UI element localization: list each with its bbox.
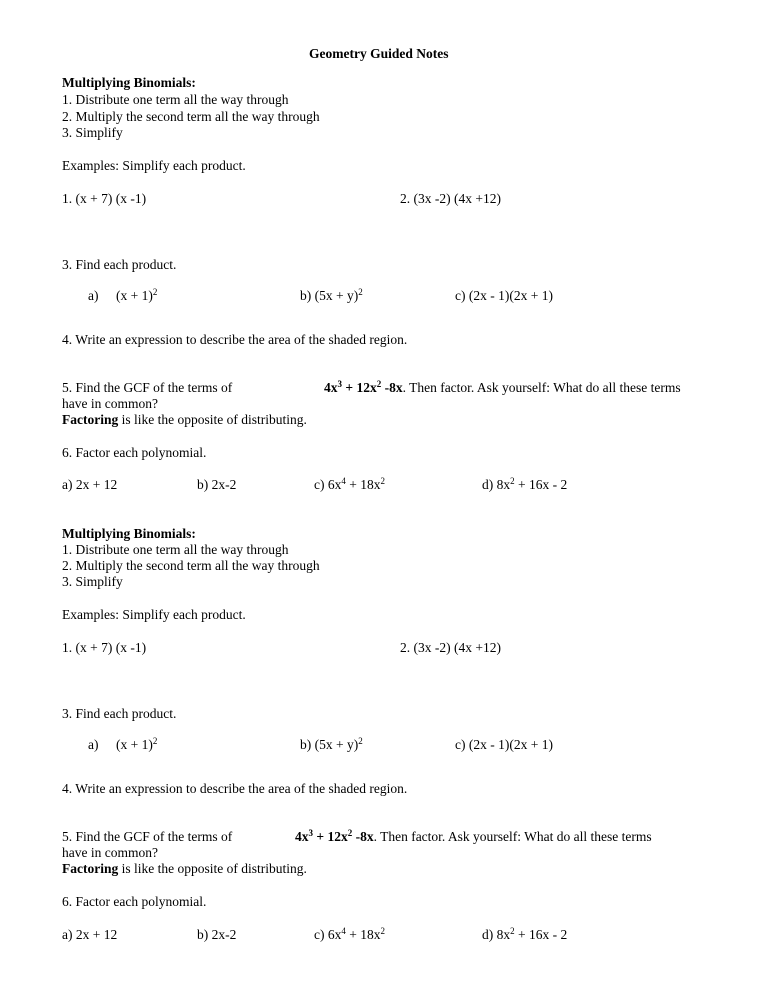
question-3a-label: a) [88,288,99,303]
question-3a: $(x + 1)^2$ [116,287,158,303]
question-5-line2: have in common? [62,845,158,860]
examples-intro: Examples: Simplify each product. [62,607,246,622]
question-5-prefix: 5. Find the GCF of the terms of [62,380,233,395]
question-5: $4x^3 + 12x^2$ -8x. Then factor. Ask yourself: What do all these terms [295,828,652,844]
factoring-note: Factoring is like the opposite of distributing. [62,861,307,876]
question-6a: a) 2x + 12 [62,927,118,942]
question-6d: d) $8x^2 + 16x - 2$ [482,926,568,942]
question-6b: b) 2x-2 [197,927,237,942]
example-1: 1. (x + 7) (x -1) [62,640,147,655]
question-5-prefix: 5. Find the GCF of the terms of [62,829,233,844]
question-6c: c) $6x^4 + 18x^2$ [314,926,385,942]
question-3: 3. Find each product. [62,706,177,721]
question-4: 4. Write an expression to describe the area of the shaded region. [62,332,408,347]
question-3a-label: a) [88,737,99,752]
question-3a: $(x + 1)^2$ [116,736,158,752]
question-5: $4x^3 + 12x^2$ -8x. Then factor. Ask yourself: What do all these terms [324,379,681,395]
question-6b: b) 2x-2 [197,477,237,492]
example-2: 2. (3x -2) (4x +12) [400,191,501,206]
question-3b: b) $(5x + y)^2$ [300,287,363,303]
step-3: 3. Simplify [62,574,123,589]
question-3c: c) (2x - 1)(2x + 1) [455,288,553,303]
page-title: Geometry Guided Notes [309,46,449,61]
question-3b: b) $(5x + y)^2$ [300,736,363,752]
question-6: 6. Factor each polynomial. [62,894,207,909]
step-3: 3. Simplify [62,125,123,140]
step-1: 1. Distribute one term all the way through [62,542,289,557]
question-6d: d) $8x^2 + 16x - 2$ [482,476,568,492]
step-2: 2. Multiply the second term all the way through [62,558,320,573]
question-5-line2: have in common? [62,396,158,411]
example-2: 2. (3x -2) (4x +12) [400,640,501,655]
question-4: 4. Write an expression to describe the area of the shaded region. [62,781,408,796]
section-heading: Multiplying Binomials: [62,75,196,90]
section-heading: Multiplying Binomials: [62,526,196,541]
question-6a: a) 2x + 12 [62,477,118,492]
question-3c: c) (2x - 1)(2x + 1) [455,737,553,752]
examples-intro: Examples: Simplify each product. [62,158,246,173]
question-6c: c) $6x^4 + 18x^2$ [314,476,385,492]
step-1: 1. Distribute one term all the way through [62,92,289,107]
step-2: 2. Multiply the second term all the way through [62,109,320,124]
example-1: 1. (x + 7) (x -1) [62,191,147,206]
question-6: 6. Factor each polynomial. [62,445,207,460]
factoring-note: Factoring is like the opposite of distributing. [62,412,307,427]
question-3: 3. Find each product. [62,257,177,272]
